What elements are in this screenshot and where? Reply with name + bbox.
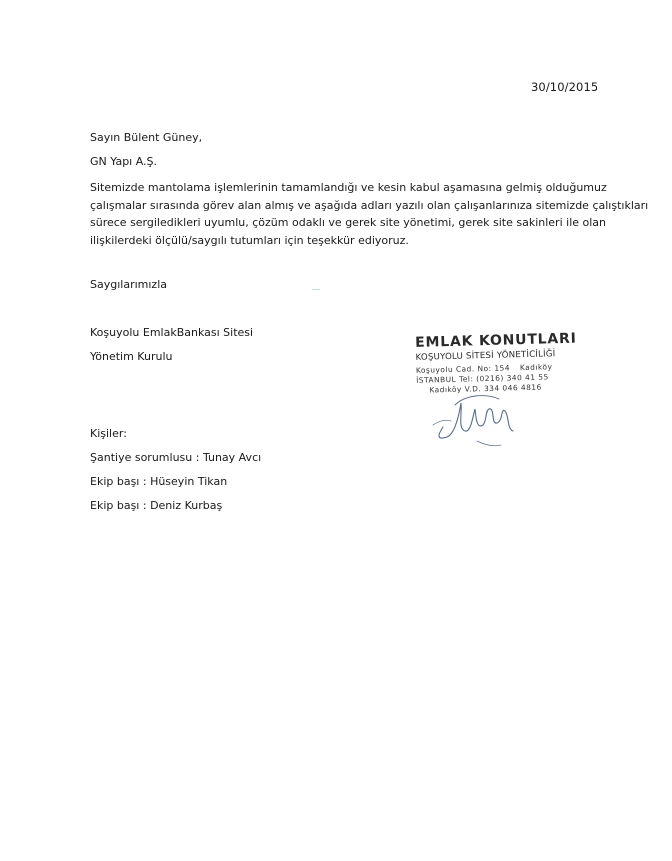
stamp-city: İSTANBUL [416, 374, 457, 385]
stamp-tax-office: Kadıköy V.D. [429, 384, 482, 395]
letter-date: 30/10/2015 [531, 80, 599, 94]
stamp-title: EMLAK KONUTLARI [414, 330, 577, 351]
stamp-phone-number: Tel: (0216) 340 41 55 [458, 372, 549, 384]
person-item: Şantiye sorumlusu : Tunay Avcı [90, 451, 262, 464]
stamp-tax-number: 334 046 4816 [483, 382, 542, 394]
stamp-address-district: Kadıköy [519, 362, 553, 373]
body-line: Sitemizde mantolama işlemlerinin tamamlandığı ve kesin kabul aşamasına gelmiş olduğumuz [90, 181, 607, 194]
salutation: Sayın Bülent Güney, [90, 131, 203, 144]
body-line: çalışmalar sırasında görev alan almış ve aşağıda adları yazılı olan çalışanlarınıza sitemizde çalıştıkları [90, 198, 649, 212]
body-line: ilişkilerdeki ölçülü/saygılı tutumları için teşekkür ediyoruz. [90, 233, 409, 247]
person-item: Ekip başı : Deniz Kurbaş [90, 499, 223, 512]
people-header: Kişiler: [90, 427, 127, 440]
sender-organization: Koşuyolu EmlakBankası Sitesi [90, 326, 254, 339]
body-line: sürece sergiledikleri uyumlu, çözüm odaklı ve gerek site yönetimi, gerek site sakinleri ile olan [90, 216, 607, 230]
recipient-company: GN Yapı A.Ş. [90, 155, 158, 168]
closing: Saygılarımızla [90, 278, 167, 291]
stamp-subtitle: KOŞUYOLU SİTESİ YÖNETİCİLİĞİ [415, 349, 556, 363]
person-item: Ekip başı : Hüseyin Tikan [90, 475, 228, 488]
letter-body [90, 179, 649, 249]
handwritten-signature [425, 385, 535, 455]
sender-board: Yönetim Kurulu [90, 350, 173, 363]
stamp-address-street: Koşuyolu Cad. No: 154 [415, 363, 511, 375]
scan-mark [312, 289, 320, 290]
